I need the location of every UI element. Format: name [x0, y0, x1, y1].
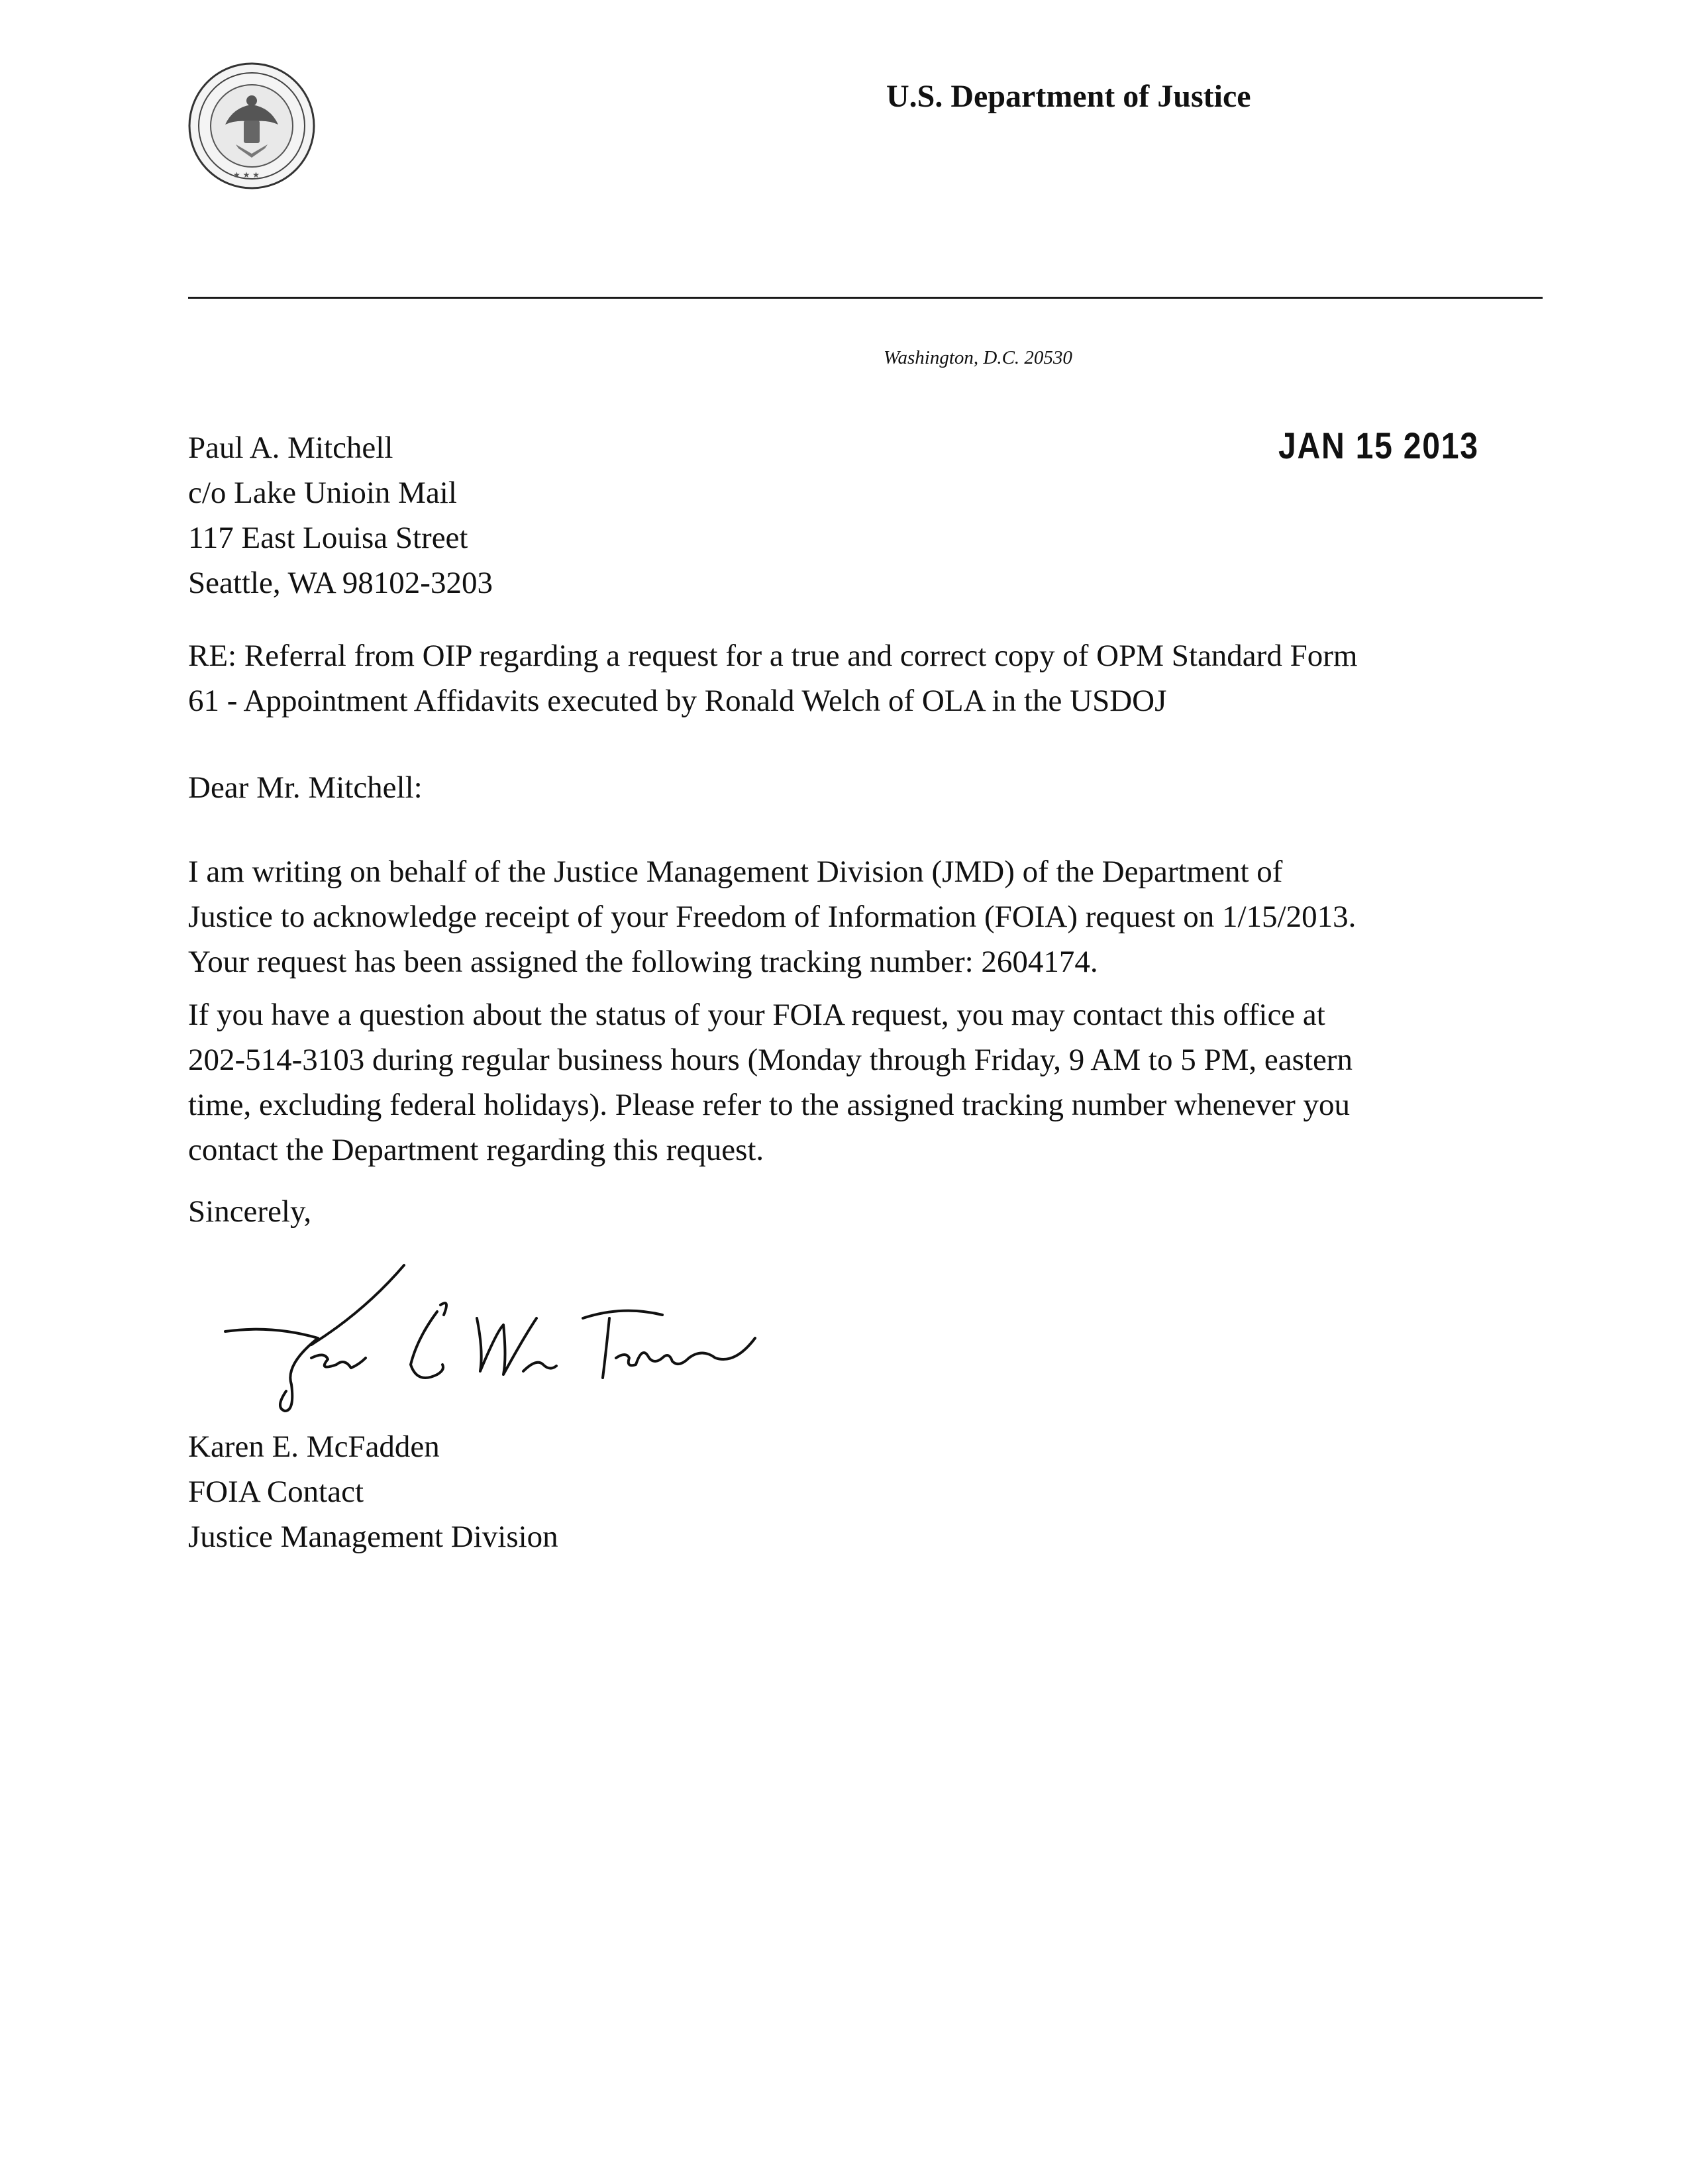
closing: Sincerely,: [188, 1194, 312, 1229]
letterhead-address: Washington, D.C. 20530: [884, 347, 1072, 368]
subject-text: RE: Referral from OIP regarding a request for a true and correct copy of OPM Standard Form: [188, 639, 1358, 673]
recipient-line: Seattle, WA 98102-3203: [188, 566, 493, 600]
paragraph-line: contact the Department regarding this request.: [188, 1133, 764, 1167]
seal-icon: [187, 61, 317, 191]
date-stamp: JAN 15 2013: [1278, 425, 1479, 466]
svg-text:★ ★ ★: ★ ★ ★: [233, 170, 260, 180]
paragraph-line: Justice to acknowledge receipt of your Freedom of Information (FOIA) request on 1/15/2013.: [188, 900, 1356, 934]
signer-title: FOIA Contact: [188, 1475, 364, 1509]
header-divider: [188, 297, 1543, 299]
paragraph-line: 202-514-3103 during regular business hours (Monday through Friday, 9 AM to 5 PM, eastern: [188, 1043, 1353, 1077]
signer-block: [188, 1424, 558, 1559]
salutation: Dear Mr. Mitchell:: [188, 770, 423, 805]
body-paragraph: [188, 849, 1356, 984]
signer-name: Karen E. McFadden: [188, 1430, 440, 1464]
body-paragraph: [188, 992, 1353, 1172]
recipient-address: [188, 425, 493, 605]
department-seal: [187, 61, 317, 191]
paragraph-line: Your request has been assigned the following tracking number: 2604174.: [188, 945, 1098, 979]
paragraph-line: time, excluding federal holidays). Please refer to the assigned tracking number whenever you: [188, 1088, 1351, 1122]
paragraph-line: If you have a question about the status of your FOIA request, you may contact this office at: [188, 998, 1325, 1032]
recipient-line: Paul A. Mitchell: [188, 431, 393, 465]
agency-name: U.S. Department of Justice: [886, 79, 1251, 114]
recipient-line: 117 East Louisa Street: [188, 521, 468, 555]
handwritten-signature: [212, 1259, 768, 1431]
recipient-line: c/o Lake Unioin Mail: [188, 476, 457, 510]
signer-division: Justice Management Division: [188, 1520, 558, 1554]
subject-text: 61 - Appointment Affidavits executed by Ronald Welch of OLA in the USDOJ: [188, 684, 1167, 718]
paragraph-line: I am writing on behalf of the Justice Management Division (JMD) of the Department of: [188, 855, 1283, 889]
subject-line: [188, 633, 1357, 723]
